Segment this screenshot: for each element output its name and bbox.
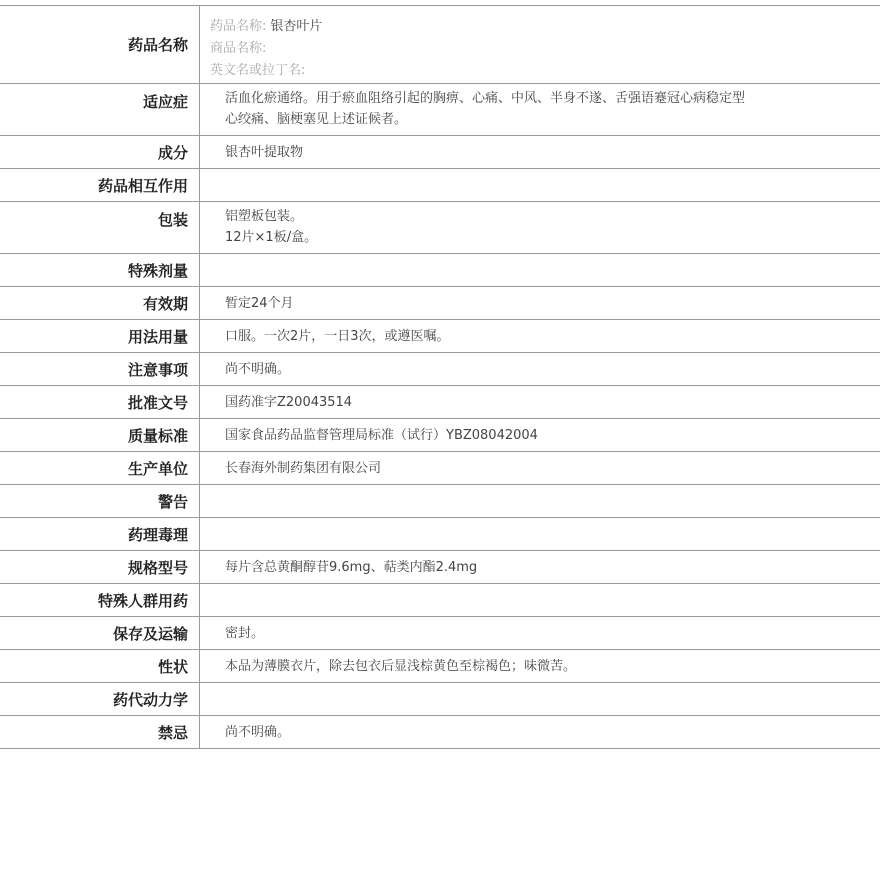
field-label: 药品相互作用 — [0, 169, 200, 201]
field-value — [200, 584, 880, 616]
row-dosage — [0, 320, 880, 353]
row-shelf-life — [0, 287, 880, 320]
field-value: 银杏叶提取物 — [225, 144, 304, 160]
field-value: 口服。一次2片，一日3次，或遵医嘱。 — [225, 328, 450, 344]
field-label: 有效期 — [0, 287, 200, 319]
row-precautions — [0, 353, 880, 386]
field-label: 特殊人群用药 — [0, 584, 200, 616]
field-label: 规格型号 — [0, 551, 200, 583]
row-indications — [0, 84, 880, 136]
field-label: 特殊剂量 — [0, 254, 200, 286]
row-pharmacology-toxicology — [0, 518, 880, 551]
field-value: 密封。 — [225, 625, 265, 641]
trade-name-key: 商品名称: — [210, 41, 267, 56]
field-value: 本品为薄膜衣片，除去包衣后显浅棕黄色至棕褐色；味微苦。 — [225, 658, 577, 674]
field-label: 药理毒理 — [0, 518, 200, 550]
value-line: 心绞痛、脑梗塞见上述证候者。 — [225, 112, 408, 127]
drug-names-block — [200, 6, 880, 83]
value-line: 铝塑板包装。 — [225, 209, 304, 224]
row-storage-transport — [0, 617, 880, 650]
field-label: 药代动力学 — [0, 683, 200, 715]
field-value — [200, 485, 880, 517]
row-warning — [0, 485, 880, 518]
field-label: 禁忌 — [0, 716, 200, 748]
row-special-populations — [0, 584, 880, 617]
field-value — [200, 84, 880, 135]
field-label: 保存及运输 — [0, 617, 200, 649]
row-manufacturer — [0, 452, 880, 485]
field-value: 国家食品药品监督管理局标准（试行）YBZ08042004 — [225, 427, 538, 443]
row-contraindications — [0, 716, 880, 749]
field-value — [200, 169, 880, 201]
field-label: 生产单位 — [0, 452, 200, 484]
field-value: 长春海外制药集团有限公司 — [225, 460, 382, 476]
row-approval-number — [0, 386, 880, 419]
field-value: 每片含总黄酮醇苷9.6mg、萜类内酯2.4mg — [225, 559, 478, 575]
field-value: 国药准字Z20043514 — [225, 394, 353, 410]
field-value: 尚不明确。 — [225, 724, 291, 740]
row-drug-names — [0, 6, 880, 84]
field-value — [200, 518, 880, 550]
field-value: 暂定24个月 — [225, 295, 294, 311]
generic-name-line — [210, 16, 880, 38]
row-quality-standard — [0, 419, 880, 452]
row-ingredients — [0, 136, 880, 169]
row-special-dosage — [0, 254, 880, 287]
english-name-line — [210, 60, 880, 82]
field-label: 性状 — [0, 650, 200, 682]
field-label: 注意事项 — [0, 353, 200, 385]
english-name-key: 英文名或拉丁名: — [210, 63, 306, 78]
field-value — [200, 254, 880, 286]
row-specification — [0, 551, 880, 584]
value-line: 12片×1板/盒。 — [225, 230, 318, 245]
field-label: 适应症 — [0, 84, 200, 135]
row-pharmacokinetics — [0, 683, 880, 716]
value-line: 活血化瘀通络。用于瘀血阻络引起的胸痹、心痛、中风、半身不遂、舌强语蹇冠心病稳定型 — [225, 91, 746, 106]
field-label: 用法用量 — [0, 320, 200, 352]
row-packaging — [0, 202, 880, 254]
field-label: 药品名称 — [0, 6, 200, 83]
field-value — [200, 683, 880, 715]
generic-name-value: 银杏叶片 — [270, 19, 323, 34]
field-label: 批准文号 — [0, 386, 200, 418]
generic-name-key: 药品名称: — [210, 19, 267, 34]
field-value: 尚不明确。 — [225, 361, 291, 377]
field-value — [200, 202, 880, 253]
field-label: 警告 — [0, 485, 200, 517]
drug-info-table — [0, 5, 880, 749]
row-description — [0, 650, 880, 683]
row-drug-interactions — [0, 169, 880, 202]
field-label: 成分 — [0, 136, 200, 168]
field-label: 质量标准 — [0, 419, 200, 451]
field-label: 包装 — [0, 202, 200, 253]
trade-name-line — [210, 38, 880, 60]
